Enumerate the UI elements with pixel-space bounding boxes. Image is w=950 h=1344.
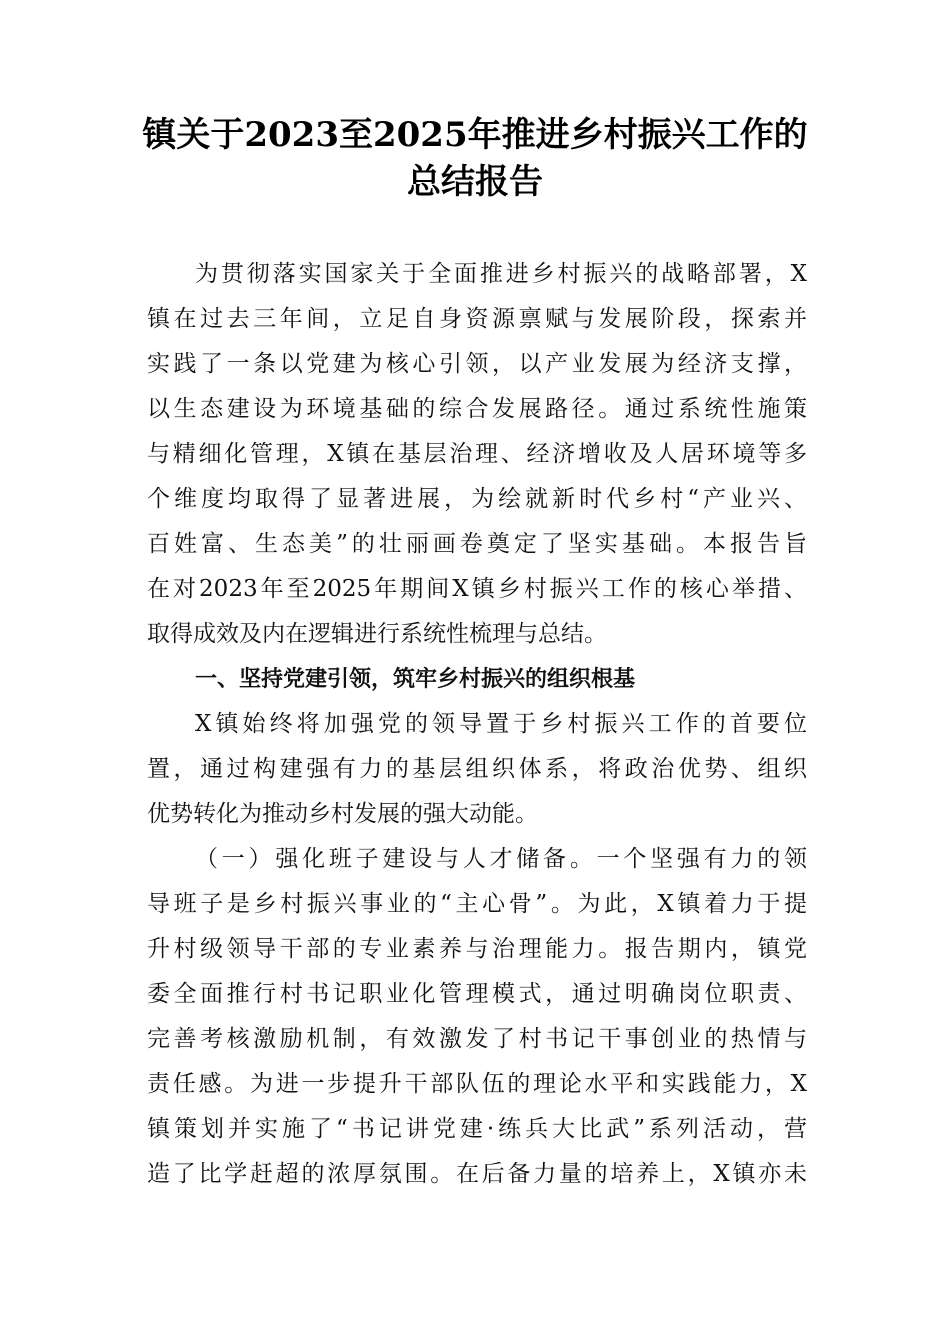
title-line-2: 总结报告 — [407, 162, 543, 202]
text-line: 百姓富、生态美”的壮丽画卷奠定了坚实基础。本报告旨 — [147, 531, 807, 557]
text-line: 优势转化为推动乡村发展的强大动能。 — [147, 801, 538, 827]
text-line: 为贯彻落实国家关于全面推进乡村振兴的战略部署，X — [195, 261, 807, 287]
paragraph-intro — [147, 252, 807, 657]
text-line: （一）强化班子建设与人才储备。一个坚强有力的领 — [195, 846, 807, 872]
paragraph-subsection-1 — [147, 837, 807, 1197]
text-line: 升村级领导干部的专业素养与治理能力。报告期内，镇党 — [147, 936, 807, 962]
text-line: 在对2023年至2025年期间X镇乡村振兴工作的核心举措、 — [147, 576, 807, 602]
text-line: 取得成效及内在逻辑进行系统性梳理与总结。 — [147, 621, 607, 647]
text-line: 导班子是乡村振兴事业的“主心骨”。为此，X镇着力于提 — [147, 891, 807, 917]
text-line: 以生态建设为环境基础的综合发展路径。通过系统性施策 — [147, 396, 807, 422]
text-line: 与精细化管理，X镇在基层治理、经济增收及人居环境等多 — [147, 441, 807, 467]
text-line: 镇在过去三年间，立足自身资源禀赋与发展阶段，探索并 — [147, 306, 807, 332]
section-heading-text: 一、坚持党建引领，筑牢乡村振兴的组织根基 — [195, 667, 636, 692]
text-line: 镇策划并实施了“书记讲党建·练兵大比武”系列活动，营 — [147, 1116, 807, 1142]
paragraph-section-1-intro — [147, 702, 807, 837]
text-line: 责任感。为进一步提升干部队伍的理论水平和实践能力，X — [147, 1071, 807, 1097]
text-line: 置，通过构建强有力的基层组织体系，将政治优势、组织 — [147, 756, 807, 782]
text-line: X镇始终将加强党的领导置于乡村振兴工作的首要位 — [195, 711, 807, 737]
document-title — [100, 112, 850, 206]
text-line: 实践了一条以党建为核心引领，以产业发展为经济支撑， — [147, 351, 807, 377]
text-line: 完善考核激励机制，有效激发了村书记干事创业的热情与 — [147, 1026, 807, 1052]
text-line: 委全面推行村书记职业化管理模式，通过明确岗位职责、 — [147, 981, 807, 1007]
title-line-1: 镇关于2023至2025年推进乡村振兴工作的 — [142, 115, 808, 155]
text-line: 个维度均取得了显著进展，为绘就新时代乡村“产业兴、 — [147, 486, 807, 512]
section-heading-1 — [147, 657, 807, 702]
document-body — [147, 252, 807, 1197]
text-line: 造了比学赶超的浓厚氛围。在后备力量的培养上，X镇亦未 — [147, 1161, 807, 1187]
